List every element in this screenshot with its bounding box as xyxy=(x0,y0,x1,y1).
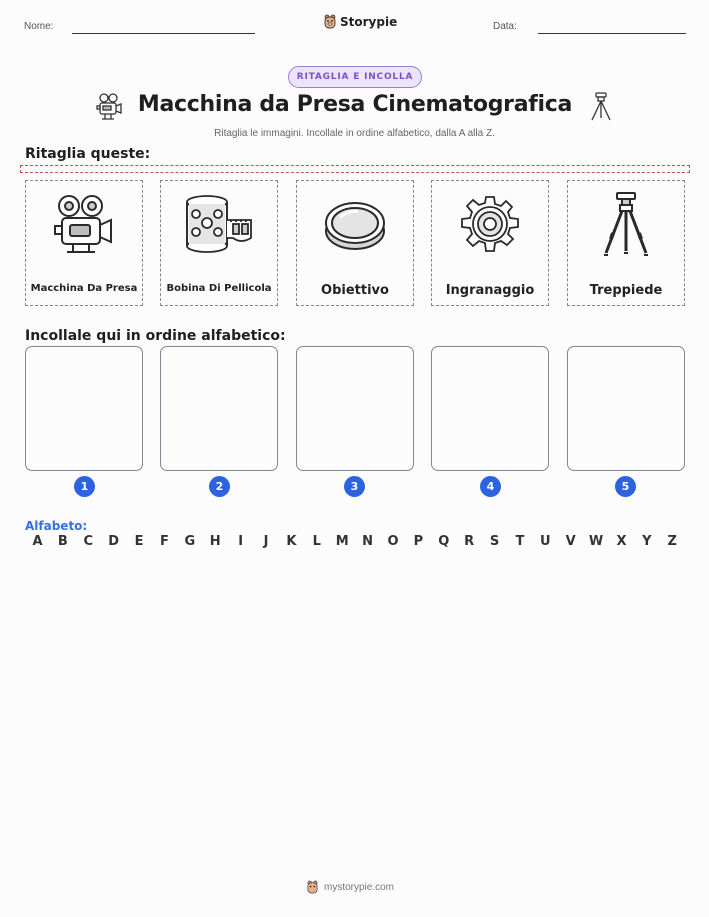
brand-name: Storypie xyxy=(340,14,398,29)
paste-section-heading: Incollale qui in ordine alfabetico: xyxy=(25,328,286,344)
alphabet-row xyxy=(25,534,685,549)
alphabet-letter: Q xyxy=(438,534,450,549)
alphabet-letter: X xyxy=(616,534,627,549)
gear-icon xyxy=(458,193,522,257)
slot-number-4: 4 xyxy=(480,476,501,497)
alphabet-letter: B xyxy=(57,534,68,549)
alphabet-letter: G xyxy=(184,534,196,549)
date-label: Data: xyxy=(493,21,517,32)
tripod-icon xyxy=(588,92,614,126)
alphabet-letter: M xyxy=(335,534,349,549)
lens-icon xyxy=(322,195,388,255)
date-line[interactable] xyxy=(538,33,686,34)
alphabet-letter: Y xyxy=(642,534,652,549)
paste-slot-5[interactable] xyxy=(567,346,685,471)
alphabet-letter: J xyxy=(263,534,269,549)
alphabet-title: Alfabeto: xyxy=(25,519,88,533)
alphabet-letter: O xyxy=(387,534,399,549)
alphabet-letter: A xyxy=(32,534,43,549)
card-label: Macchina Da Presa xyxy=(30,283,138,294)
alphabet-letter: N xyxy=(362,534,374,549)
slot-number-2: 2 xyxy=(209,476,230,497)
movie-camera-icon xyxy=(49,192,119,258)
card-label: Bobina Di Pellicola xyxy=(166,283,272,294)
slot-number-1: 1 xyxy=(74,476,95,497)
alphabet-letter: S xyxy=(489,534,500,549)
activity-badge: RITAGLIA E INCOLLA xyxy=(288,66,422,88)
storypie-logo xyxy=(323,14,397,29)
cutout-card-gear[interactable] xyxy=(431,180,549,306)
alphabet-letter: H xyxy=(209,534,221,549)
tripod-icon xyxy=(598,191,654,259)
instructions: Ritaglia le immagini. Incollale in ordine alfabetico, dalla A alla Z. xyxy=(214,128,495,139)
alphabet-letter: I xyxy=(238,534,244,549)
alphabet-letter: P xyxy=(413,534,424,549)
alphabet-letter: W xyxy=(588,534,604,549)
slot-number-3: 3 xyxy=(344,476,365,497)
slot-number-5: 5 xyxy=(615,476,636,497)
cut-line xyxy=(20,165,690,173)
alphabet-letter: V xyxy=(565,534,576,549)
paste-slot-2[interactable] xyxy=(160,346,278,471)
cut-section-heading: Ritaglia queste: xyxy=(25,146,151,162)
alphabet-letter: C xyxy=(83,534,94,549)
alphabet-letter: K xyxy=(286,534,297,549)
alphabet-letter: D xyxy=(108,534,120,549)
card-label: Treppiede xyxy=(589,283,663,298)
name-label: Nome: xyxy=(24,21,54,32)
alphabet-letter: E xyxy=(134,534,144,549)
film-reel-icon xyxy=(181,192,257,258)
page-title: Macchina da Presa Cinematografica xyxy=(137,92,573,117)
alphabet-letter: L xyxy=(312,534,321,549)
footer-url[interactable]: mystorypie.com xyxy=(324,881,395,893)
cutout-card-lens[interactable] xyxy=(296,180,414,306)
paste-slot-4[interactable] xyxy=(431,346,549,471)
alphabet-letter: F xyxy=(160,534,169,549)
alphabet-letter: T xyxy=(515,534,525,549)
alphabet-letter: Z xyxy=(667,534,677,549)
paste-slot-3[interactable] xyxy=(296,346,414,471)
cutout-card-movie-camera[interactable] xyxy=(25,180,143,306)
cutout-card-film-reel[interactable] xyxy=(160,180,278,306)
storypie-mascot-icon xyxy=(306,880,319,894)
card-label: Ingranaggio xyxy=(445,283,535,298)
name-line[interactable] xyxy=(72,33,255,34)
footer xyxy=(306,880,394,894)
cutout-card-tripod[interactable] xyxy=(567,180,685,306)
paste-slot-1[interactable] xyxy=(25,346,143,471)
alphabet-letter: R xyxy=(464,534,475,549)
movie-camera-icon xyxy=(94,92,124,126)
alphabet-letter: U xyxy=(540,534,551,549)
storypie-mascot-icon xyxy=(323,14,337,29)
card-label: Obiettivo xyxy=(321,283,389,298)
